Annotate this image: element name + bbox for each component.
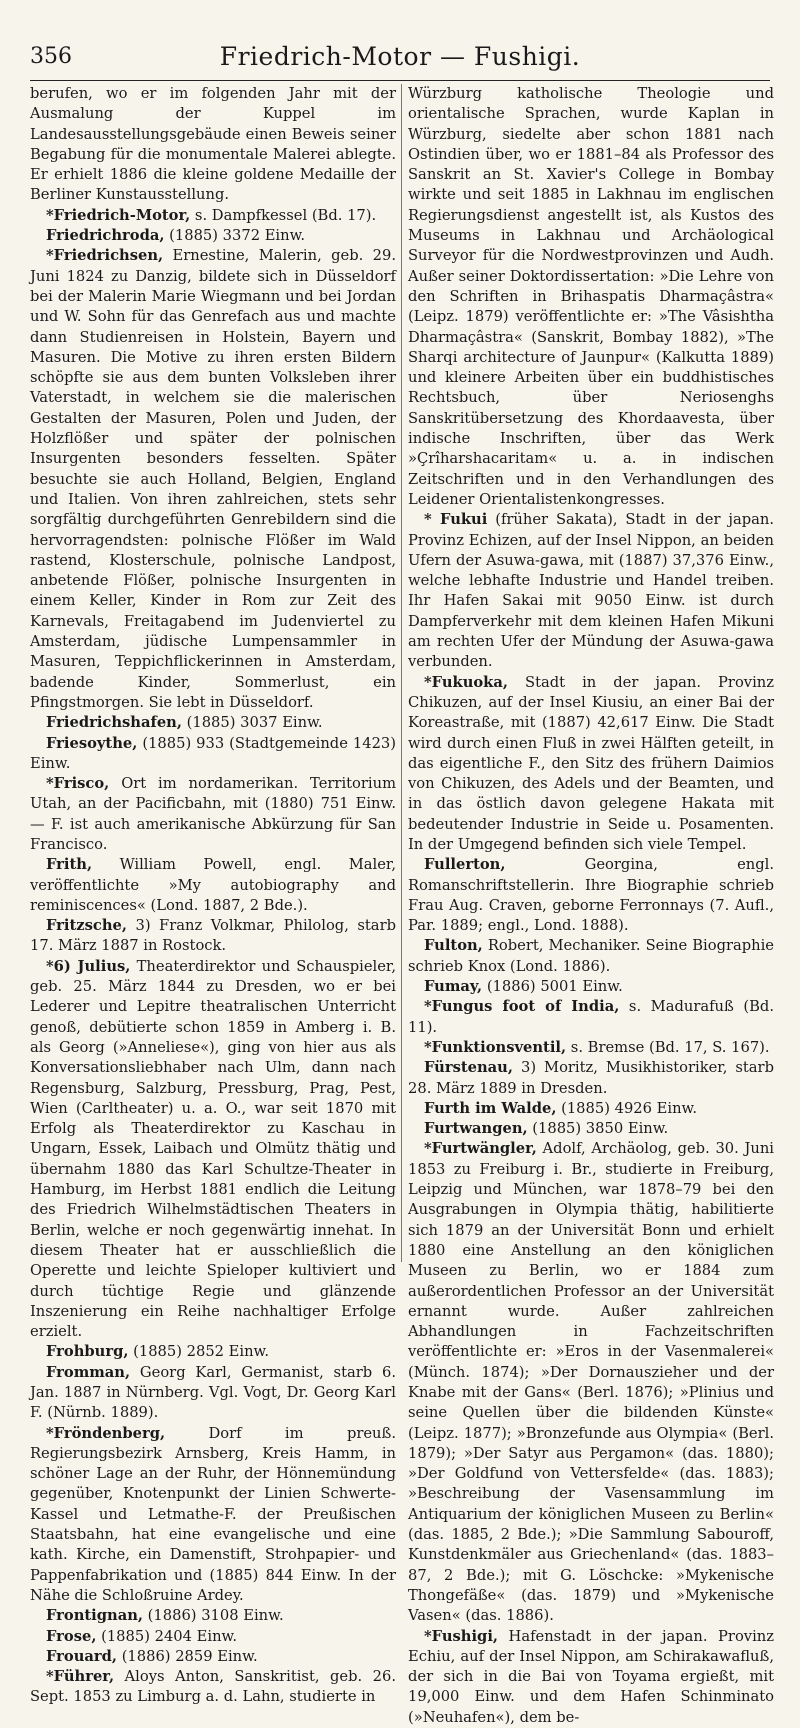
entry-headword: * Fukui xyxy=(424,511,488,529)
entry-text: (1885) 3372 Einw. xyxy=(164,227,306,245)
entry-text: Adolf, Archäolog, geb. 30. Juni 1853 zu Freiburg i. Br., studierte in Freiburg, Leipzig und München, war 1878–79 bei den Ausgrabungen in Olympia thätig, habilitierte sich 1879 an der Universität Bonn und erhielt 1880 eine Anstellung an den königlichen Museen zu Berlin, wo er 1884 zum außerordentlichen Professor an der Universität ernannt wurde. Außer zahlreichen Abhandlungen in Fachzeitschriften veröffentlichte er: »Eros in der Vasenmalerei« (Münch. 1874); »Der Dornauszieher und der Knabe mit der Gans« (Berl. 1876); »Plinius und seine Quellen über die bildenden Künste« (Leipz. 1877); »Bronzefunde aus Olympia« (Berl. 1879); »Der Satyr aus Pergamon« (das. 1880); »Der Goldfund von Vettersfelde« (das. 1883); »Beschreibung der Vasensammlung im Antiquarium der königlichen Museen zu Berlin« (das. 1885, 2 Bde.); »Die Sammlung Sabouroff, Kunstdenkmäler aus Griechenland« (das. 1883–87, 2 Bde.); mit G. Löschcke: »Mykenische Thongefäße« (das. 1879) und »Mykenische Vasen« (das. 1886). xyxy=(408,1140,774,1625)
entry-headword: Furtwangen, xyxy=(424,1120,528,1138)
entry-text: (1885) 933 (Stadtgemeinde 1423) Einw. xyxy=(30,734,396,772)
dictionary-entry xyxy=(408,855,774,936)
page-number: 356 xyxy=(30,44,72,69)
entry-text: (1885) 2852 Einw. xyxy=(128,1343,270,1361)
entry-text: Theaterdirektor und Schauspieler, geb. 25. März 1844 zu Dresden, wo er bei Lederer und Lepitre theatralischen Unterricht genoß, debütierte schon 1859 in Amberg i. B. als Georg (»Anneliese«), ging von hier aus als Konversationsliebhaber nach Ulm, dann nach Regensburg, Salzburg, Pressburg, Prag, Pest, Wien (Carltheater) u. a. O., war seit 1870 mit Erfolg als Theaterdirektor zu Kaschau in Ungarn, Essek, Laibach und Olmütz thätig und übernahm 1880 das Karl Schultze-Theater in Hamburg, im Herbst 1881 endlich die Leitung des Friedrich Wilhelmstädtischen Theaters in Berlin, welche er noch gegenwärtig innehat. In diesem Theater hat er ausschließlich die Operette und leichte Spieloper kultiviert und durch tüchtige Regie und glänzende Inszenierung ein Reihe nachhaltiger Erfolge erzielt. xyxy=(30,957,396,1341)
dictionary-entry xyxy=(30,916,396,957)
left-column xyxy=(30,84,396,1708)
entry-text: Ort im nordamerikan. Territorium Utah, an der Pacificbahn, mit (1880) 751 Einw. — F. ist auch amerikanische Abkürzung für San Francisco. xyxy=(30,775,396,853)
dictionary-entry xyxy=(408,1099,774,1119)
dictionary-entry xyxy=(408,997,774,1038)
column-divider xyxy=(401,84,402,1262)
entry-headword: Fullerton, xyxy=(424,856,506,874)
entry-headword: *Führer, xyxy=(46,1668,115,1686)
dictionary-entry xyxy=(408,1139,774,1626)
dictionary-entry xyxy=(30,1627,396,1647)
entry-headword: Fumay, xyxy=(424,978,483,996)
entry-text: berufen, wo er im folgenden Jahr mit der Ausmalung der Kuppel im Landesausstellungsgebäude einen Beweis seiner Begabung für die monumentale Malerei ablegte. Er erhielt 1886 die kleine goldene Medaille der Berliner Kunstausstellung. xyxy=(30,85,396,204)
dictionary-entry xyxy=(30,206,396,226)
entry-headword: Fromman, xyxy=(46,1363,131,1381)
entry-headword: *Fukuoka, xyxy=(424,673,508,691)
dictionary-entry xyxy=(30,1606,396,1626)
entry-text: (1886) 5001 Einw. xyxy=(482,978,623,996)
right-column xyxy=(408,84,774,1728)
dictionary-entry xyxy=(30,1424,396,1607)
dictionary-entry xyxy=(408,936,774,977)
entry-headword: *Fushigi, xyxy=(424,1627,499,1645)
entry-text: s. Dampfkessel (Bd. 17). xyxy=(190,206,377,224)
entry-text: Ernestine, Malerin, geb. 29. Juni 1824 zu Danzig, bildete sich in Düsseldorf bei der Malerin Marie Wiegmann und bei Jordan und W. Sohn für das Genrefach aus und machte dann Studienreisen in Holstein, Bayern und Masuren. Die Motive zu ihren ersten Bildern schöpfte sie aus dem bunten Volksleben ihrer Vaterstadt, in welchem sie die malerischen Gestalten der Masuren, Polen und Juden, der Holzflößer und später der polnischen Insurgenten besonders fesselten. Später besuchte sie auch Holland, Belgien, England und Italien. Von ihren zahlreichen, stets sehr sorgfältig durchgeführten Genrebildern sind die hervorragendsten: polnische Flößer im Wald rastend, Klosterschule, polnische Landpost, anbetende Flößer, polnische Insurgenten in einem Keller, Kinder in Rom zur Zeit des Karnevals, Freitagabend im Judenviertel zu Amsterdam, jüdische Lumpensammler in Masuren, Teppichflickerinnen in Amsterdam, badende Kinder, Sommerlust, ein Pfingstmorgen. Sie lebt in Düsseldorf. xyxy=(30,247,396,711)
dictionary-entry xyxy=(408,1627,774,1728)
entry-text: s. Bremse (Bd. 17, S. 167). xyxy=(566,1038,770,1056)
dictionary-entry xyxy=(30,713,396,733)
dictionary-entry xyxy=(408,673,774,856)
entry-text: Dorf im preuß. Regierungsbezirk Arnsberg, Kreis Hamm, in schöner Lage an der Ruhr, der Hönnemündung gegenüber, Knotenpunkt der Linien Schwerte-Kassel und Letmathe-F. der Preußischen Staatsbahn, hat eine evangelische und eine kath. Kirche, ein Damenstift, Strohpapier- und Pappenfabrikation und (1885) 844 Einw. In der Nähe die Schloßruine Ardey. xyxy=(30,1424,396,1604)
entry-headword: Frontignan, xyxy=(46,1607,144,1625)
dictionary-entry xyxy=(30,246,396,713)
entry-text: William Powell, engl. Maler, veröffentlichte »My autobiography and reminiscences« (Lond. 1887, 2 Bde.). xyxy=(30,856,396,914)
dictionary-entry xyxy=(408,84,774,510)
entry-text: Würzburg katholische Theologie und orientalische Sprachen, wurde Kaplan in Würzburg, siedelte aber schon 1881 nach Ostindien über, wo er 1881–84 als Professor des Sanskrit an St. Xavier's College in Bombay wirkte und seit 1885 in Lakhnau im englischen Regierungsdienst angestellt ist, als Kustos des Museums in Lakhnau und Archäological Surveyor für die Nordwestprovinzen und Audh. Außer seiner Doktordissertation: »Die Lehre von den Schriften in Brihaspatis Dharmaçâstra« (Leipz. 1879) veröffentlichte er: »The Vâsishtha Dharmaçâstra« (Sanskrit, Bombay 1882), »The Sharqi architecture of Jaunpur« (Kalkutta 1889) und kleinere Arbeiten über ein buddhistisches Rechtsbuch, über Neriosenghs Sanskritübersetzung des Khordaavesta, über indische Inschriften, über das Werk »Çrîharshacaritam« u. a. in indischen Zeitschriften und in den Verhandlungen des Leidener Orientalistenkongresses. xyxy=(408,85,774,508)
entry-headword: *6) Julius, xyxy=(46,957,131,975)
entry-headword: Friedrichroda, xyxy=(46,227,165,245)
entry-text: Stadt in der japan. Provinz Chikuzen, auf der Insel Kiusiu, an einer Bai der Koreastraße, mit (1887) 42,617 Einw. Die Stadt wird durch einen Fluß in zwei Hälften geteilt, in das eigentliche F., den Sitz des frühern Daimios von Chikuzen, des Adels und der Beamten, und in das östlich davon gelegene Hakata mit bedeutender Industrie in Seide u. Posamenten. In der Umgegend befinden sich viele Tempel. xyxy=(408,673,774,853)
entry-text: Georg Karl, Germanist, starb 6. Jan. 1887 in Nürnberg. Vgl. Vogt, Dr. Georg Karl F. (Nürnb. 1889). xyxy=(30,1363,396,1422)
entry-text: Georgina, engl. Romanschriftstellerin. Ihre Biographie schrieb Frau Aug. Craven, geborne Ferronnays (7. Aufl., Par. 1889; engl., Lond. 1888). xyxy=(408,856,774,935)
entry-text: Robert, Mechaniker. Seine Biographie schrieb Knox (Lond. 1886). xyxy=(408,937,774,975)
entry-headword: Fürstenau, xyxy=(424,1059,513,1077)
entry-text: (1886) 3108 Einw. xyxy=(143,1607,284,1625)
entry-headword: Fulton, xyxy=(424,937,483,955)
entry-text: (1885) 4926 Einw. xyxy=(556,1099,698,1117)
dictionary-entry xyxy=(30,855,396,916)
entry-headword: Frouard, xyxy=(46,1647,118,1665)
entry-headword: Friesoythe, xyxy=(46,734,138,752)
entry-text: 3) Franz Volkmar, Philolog, starb 17. März 1887 in Rostock. xyxy=(30,917,396,955)
dictionary-entry xyxy=(30,1363,396,1424)
dictionary-entry xyxy=(30,1647,396,1667)
entry-headword: Frose, xyxy=(46,1627,97,1645)
dictionary-entry xyxy=(408,510,774,672)
entry-headword: Furth im Walde, xyxy=(424,1099,557,1117)
dictionary-entry xyxy=(30,774,396,855)
dictionary-entry xyxy=(30,957,396,1343)
entry-headword: *Friedrichsen, xyxy=(46,247,164,265)
entry-headword: *Frisco, xyxy=(46,775,110,793)
entry-headword: *Fröndenberg, xyxy=(46,1424,166,1442)
entry-text: (1886) 2859 Einw. xyxy=(117,1647,258,1665)
entry-text: Aloys Anton, Sanskritist, geb. 26. Sept. 1853 zu Limburg a. d. Lahn, studierte in xyxy=(30,1668,396,1706)
entry-headword: Fritzsche, xyxy=(46,917,127,935)
running-title: Friedrich-Motor — Fushigi. xyxy=(219,42,581,71)
entry-headword: *Friedrich-Motor, xyxy=(46,206,191,224)
dictionary-entry xyxy=(30,1667,396,1708)
dictionary-entry xyxy=(30,226,396,246)
entry-text: (1885) 3850 Einw. xyxy=(527,1120,669,1138)
page-header xyxy=(30,40,770,81)
entry-text: (früher Sakata), Stadt in der japan. Provinz Echizen, auf der Insel Nippon, an beiden Ufern der Asuwa-gawa, mit (1887) 37,376 Einw., welche lebhafte Industrie und Handel treiben. Ihr Hafen Sakai mit 9050 Einw. ist durch Dampferverkehr mit dem kleinen Hafen Mikuni am rechten Ufer der Mündung der Asuwa-gawa verbunden. xyxy=(408,511,775,671)
entry-text: (1885) 2404 Einw. xyxy=(96,1627,238,1645)
dictionary-entry xyxy=(408,1119,774,1139)
dictionary-entry xyxy=(30,734,396,775)
entry-headword: *Fungus foot of India, xyxy=(424,998,620,1016)
entry-headword: *Funktionsventil, xyxy=(424,1038,567,1056)
dictionary-entry xyxy=(408,1058,774,1099)
entry-text: (1885) 3037 Einw. xyxy=(181,714,323,732)
entry-headword: *Furtwängler, xyxy=(424,1140,537,1158)
entry-headword: Frohburg, xyxy=(46,1343,129,1361)
dictionary-entry xyxy=(30,84,396,206)
dictionary-entry xyxy=(408,977,774,997)
dictionary-entry xyxy=(30,1342,396,1362)
entry-headword: Frith, xyxy=(46,856,93,874)
entry-text: Hafenstadt in der japan. Provinz Echiu, auf der Insel Nippon, am Schirakawafluß, der sich in die Bai von Toyama ergießt, mit 19,000 Einw. und dem Hafen Schinminato (»Neuhafen«), dem be- xyxy=(408,1627,774,1726)
dictionary-entry xyxy=(408,1038,774,1058)
entry-text: 3) Moritz, Musikhistoriker, starb 28. März 1889 in Dresden. xyxy=(408,1059,774,1097)
entry-text: s. Madurafuß (Bd. 11). xyxy=(408,998,774,1036)
entry-headword: Friedrichshafen, xyxy=(46,714,182,732)
